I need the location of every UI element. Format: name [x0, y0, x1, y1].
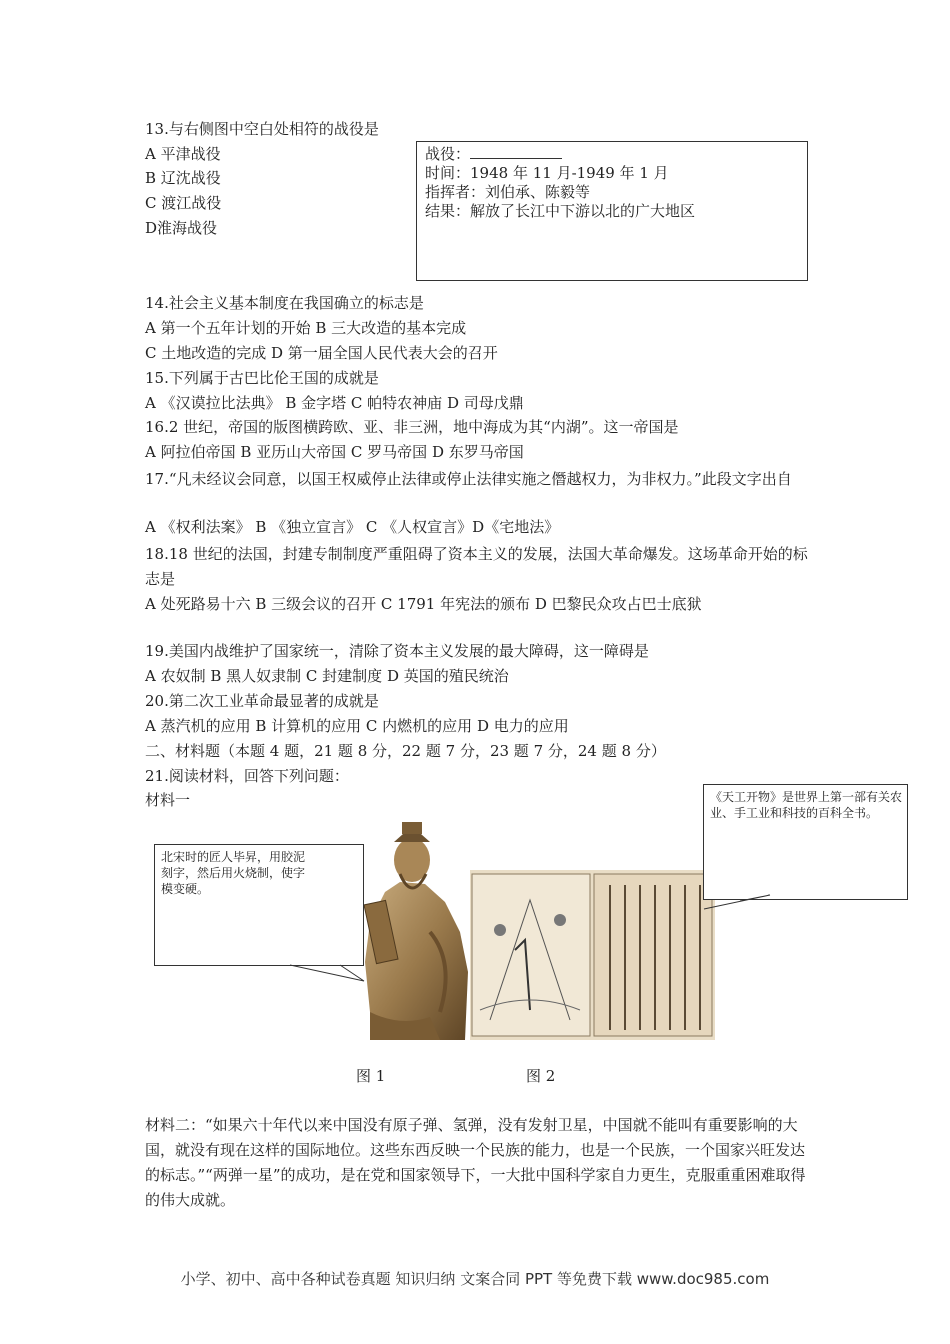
- material-one-label: 材料一: [145, 791, 191, 809]
- battle-result: 结果：解放了长江中下游以北的广大地区: [425, 202, 696, 220]
- callout-tiangong-kaiwu-text: 《天工开物》是世界上第一部有关农业、手工业和科技的百科全书。: [710, 790, 903, 820]
- q13-option-a: A 平津战役: [145, 145, 221, 163]
- q13-option-c: C 渡江战役: [145, 194, 222, 212]
- q17-stem: 17.“凡未经议会同意，以国王权威停止法律或停止法律实施之僭越权力，为非权力。”此段文字出自: [145, 470, 792, 488]
- q16-stem: 16.2 世纪，帝国的版图横跨欧、亚、非三洲，地中海成为其“内湖”。这一帝国是: [145, 418, 679, 436]
- q16-options: A 阿拉伯帝国 B 亚历山大帝国 C 罗马帝国 D 东罗马帝国: [145, 443, 524, 461]
- callout-bi-sheng-text: 北宋时的匠人毕昇，用胶泥刻字，然后用火烧制，使字模变硬。: [161, 850, 306, 896]
- q18-options: A 处死路易十六 B 三级会议的召开 C 1791 年宪法的颁布 D 巴黎民众攻占巴士底狱: [145, 595, 702, 613]
- q14-options-1: A 第一个五年计划的开始 B 三大改造的基本完成: [145, 319, 467, 337]
- q13-option-b: B 辽沈战役: [145, 169, 221, 187]
- q19-stem: 19.美国内战维护了国家统一，清除了资本主义发展的最大障碍，这一障碍是: [145, 642, 649, 660]
- callout-pointer-2: [700, 885, 780, 915]
- section-two-heading: 二、材料题（本题 4 题，21 题 8 分，22 题 7 分，23 题 7 分，24 题 8 分）: [145, 742, 666, 760]
- battle-blank: [470, 144, 562, 159]
- q21-stem: 21.阅读材料，回答下列问题：: [145, 767, 349, 785]
- page-footer: 小学、初中、高中各种试卷真题 知识归纳 文案合同 PPT 等免费下载 www.doc985.com: [180, 1270, 770, 1288]
- battle-label-row: [425, 144, 695, 164]
- battle-label: 战役：: [425, 145, 471, 163]
- q20-stem: 20.第二次工业革命最显著的成就是: [145, 692, 379, 710]
- battle-info-box: [416, 141, 808, 281]
- q19-options: A 农奴制 B 黑人奴隶制 C 封建制度 D 英国的殖民统治: [145, 667, 509, 685]
- q15-options: A 《汉谟拉比法典》 B 金字塔 C 帕特农神庙 D 司母戊鼎: [145, 394, 524, 412]
- battle-commander: 指挥者：刘伯承、陈毅等: [425, 183, 591, 201]
- callout-tiangong-kaiwu: [703, 784, 908, 900]
- callout-pointer-1: [290, 955, 370, 985]
- q13-option-d: D淮海战役: [145, 219, 218, 237]
- q15-stem: 15.下列属于古巴比伦王国的成就是: [145, 369, 379, 387]
- q17-options: A 《权利法案》 B 《独立宣言》 C 《人权宣言》D《宅地法》: [145, 518, 560, 536]
- q14-options-2: C 土地改造的完成 D 第一届全国人民代表大会的召开: [145, 344, 498, 362]
- q18-stem: 18.18 世纪的法国，封建专制制度严重阻碍了资本主义的发展，法国大革命爆发。这场革命开始的标志是: [145, 545, 808, 588]
- figure-2-caption: 图 2: [526, 1067, 556, 1085]
- q20-options: A 蒸汽机的应用 B 计算机的应用 C 内燃机的应用 D 电力的应用: [145, 717, 569, 735]
- battle-time: 时间：1948 年 11 月-1949 年 1 月: [425, 164, 669, 182]
- figure-1-caption: 图 1: [356, 1067, 386, 1085]
- q13-stem: 13.与右侧图中空白处相符的战役是: [145, 120, 379, 138]
- material-two-text: 材料二：“如果六十年代以来中国没有原子弹、氢弹，没有发射卫星，中国就不能叫有重要影响的大国，就没有现在这样的国际地位。这些东西反映一个民族的能力，也是一个民族，一个国家兴旺发达的标志。”“两弹一星”的成功，是在党和国家领导下，一大批中国科学家自力更生，克服重重困难取得的伟大成就。: [145, 1116, 806, 1209]
- callout-bi-sheng: [154, 844, 364, 966]
- tiangong-kaiwu-image: [470, 870, 715, 1040]
- q14-stem: 14.社会主义基本制度在我国确立的标志是: [145, 294, 424, 312]
